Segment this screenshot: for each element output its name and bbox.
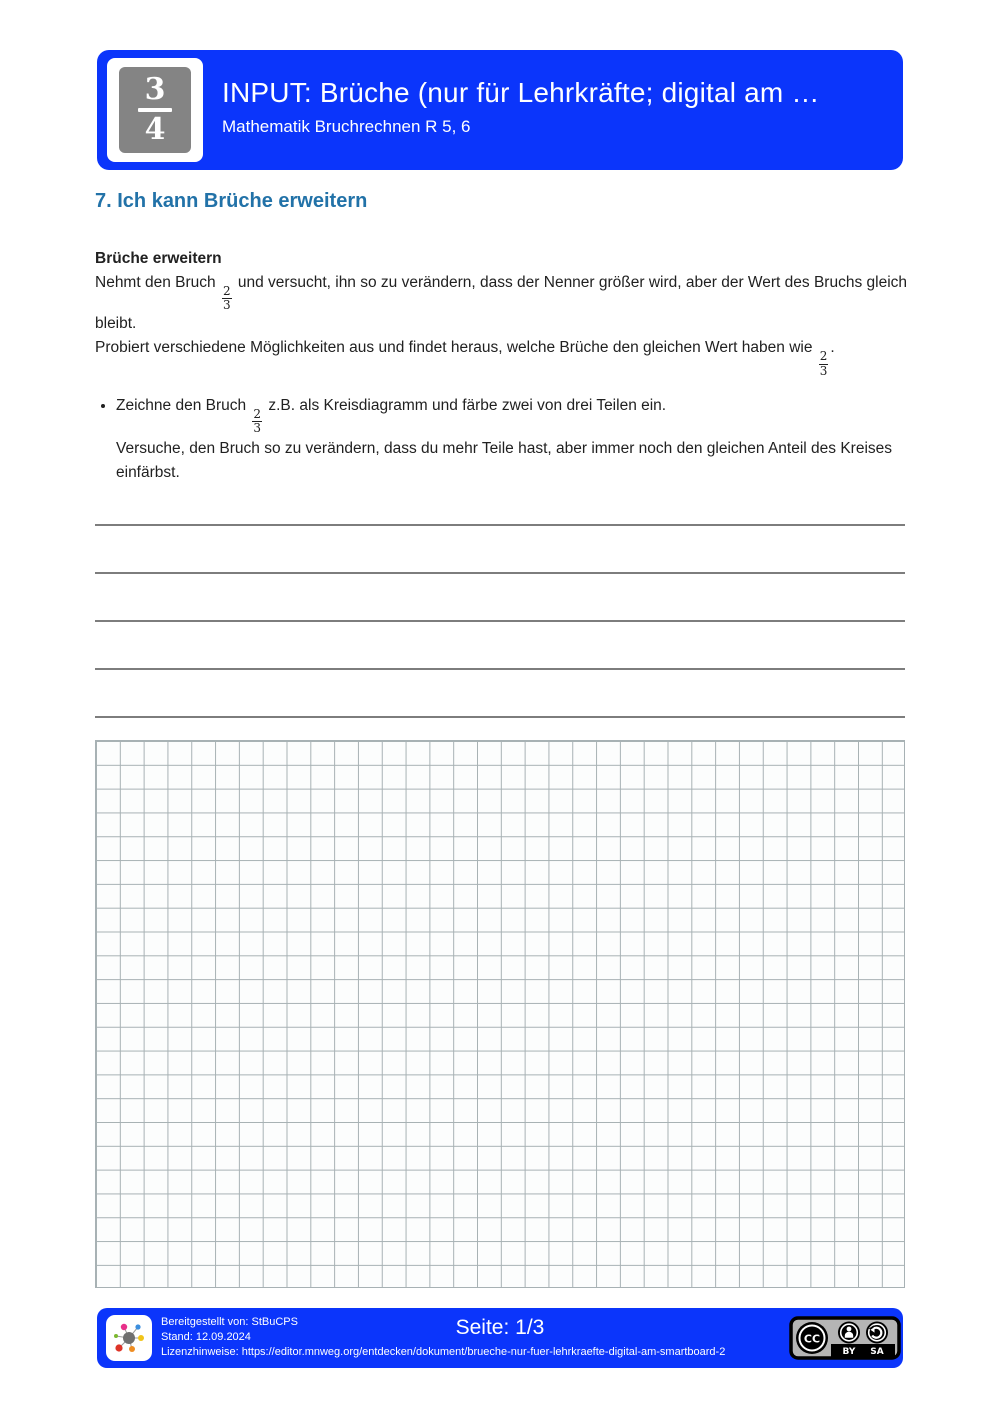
bullet-text: Zeichne den Bruch bbox=[116, 396, 251, 414]
by-icon bbox=[838, 1322, 860, 1344]
svg-text:CC: CC bbox=[803, 1332, 821, 1346]
bullet-line-2: Versuche, den Bruch so zu verändern, dass du mehr Teile hast, aber immer noch den gleichen Anteil des Kreises einfärbst. bbox=[116, 440, 893, 482]
footer-license-link: Lizenzhinweise: https://editor.mnweg.org/entdecken/dokument/brueche-nur-fuer-lehrkraefte-digital-am-smartboard-2 bbox=[161, 1345, 726, 1358]
fraction-badge-icon bbox=[119, 67, 191, 153]
cc-icon bbox=[796, 1322, 828, 1354]
footer-provided-by: Bereitgestellt von: StBuCPS bbox=[161, 1316, 298, 1328]
by-label: BY bbox=[842, 1347, 856, 1357]
bullet-line-1 bbox=[116, 394, 907, 435]
badge-denominator: 4 bbox=[144, 112, 166, 147]
bullet-item bbox=[116, 394, 907, 485]
document-footer bbox=[97, 1308, 903, 1368]
fraction-denominator: 3 bbox=[819, 363, 828, 378]
bullet-text-after: z.B. als Kreisdiagramm und färbe zwei von drei Teilen ein. bbox=[264, 396, 667, 414]
paragraph-1-text: Nehmt den Bruch bbox=[95, 274, 220, 292]
writing-line bbox=[95, 716, 905, 718]
page-subtitle: Mathematik Bruchrechnen R 5, 6 bbox=[222, 117, 471, 136]
writing-line bbox=[95, 668, 905, 670]
fraction-numerator: 2 bbox=[222, 284, 231, 299]
bullet-list bbox=[95, 394, 907, 485]
fraction-badge bbox=[107, 58, 203, 162]
fraction-denominator: 3 bbox=[222, 298, 231, 313]
instruction-subheading: Brüche erweitern bbox=[95, 250, 222, 267]
paragraph-1-text-after: und versucht, ihn so zu verändern, dass der Nenner größer wird, aber der Wert des Bruchs gleich bleibt. bbox=[95, 274, 908, 333]
page-indicator: Seite: 1/3 bbox=[455, 1316, 545, 1339]
page-title: INPUT: Brüche (nur für Lehrkräfte; digital am … bbox=[222, 77, 820, 108]
task-content bbox=[95, 247, 907, 485]
badge-numerator: 3 bbox=[144, 72, 166, 107]
paragraph-1 bbox=[95, 271, 907, 336]
grid-paper bbox=[95, 740, 905, 1288]
sa-icon bbox=[866, 1322, 888, 1344]
writing-line bbox=[95, 524, 905, 526]
paragraph-2-text: Probiert verschiedene Möglichkeiten aus und findet heraus, welche Brüche den gleichen Wert haben wie bbox=[95, 339, 817, 357]
cc-by-sa-badge bbox=[789, 1316, 901, 1360]
fraction-numerator: 2 bbox=[253, 406, 262, 421]
sa-label: SA bbox=[870, 1347, 884, 1357]
paragraph-2-text-after: . bbox=[830, 339, 835, 357]
footer-date: Stand: 12.09.2024 bbox=[161, 1330, 251, 1343]
cc-label-strip bbox=[831, 1344, 895, 1357]
fraction-denominator: 3 bbox=[253, 420, 262, 435]
inline-fraction bbox=[252, 408, 262, 435]
inline-fraction bbox=[222, 285, 232, 312]
paragraph-2 bbox=[95, 336, 907, 377]
writing-line bbox=[95, 620, 905, 622]
section-heading: 7. Ich kann Brüche erweitern bbox=[95, 190, 368, 212]
writing-line bbox=[95, 572, 905, 574]
inline-fraction bbox=[819, 350, 829, 377]
fraction-numerator: 2 bbox=[819, 349, 828, 364]
document-header bbox=[97, 50, 903, 170]
